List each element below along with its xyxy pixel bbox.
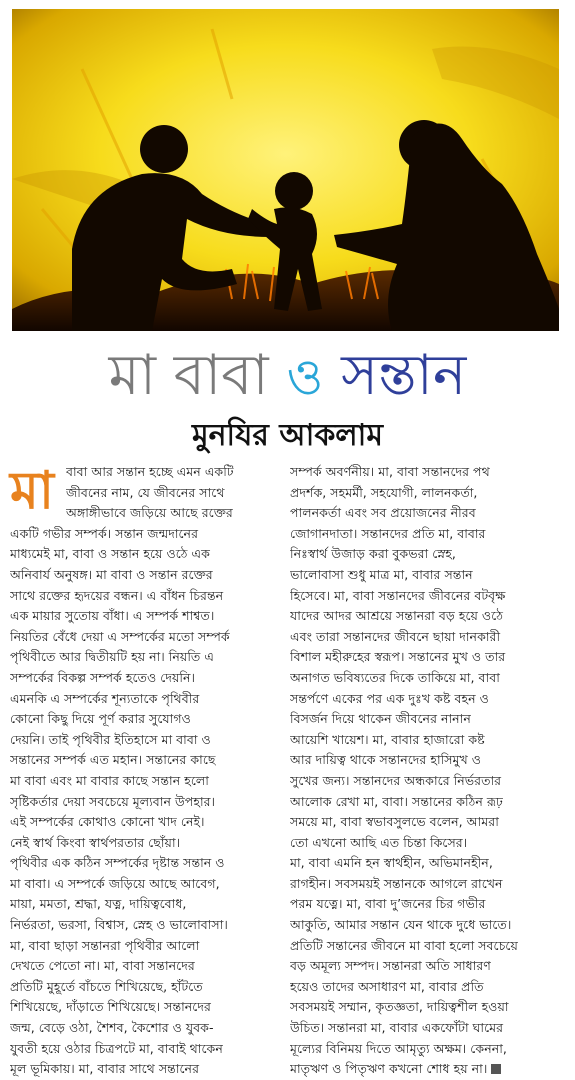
- text-line-content: মাতৃঋণ ও পিতৃঋণ কখনো শোধ হয় না।: [290, 1061, 488, 1077]
- text-line: বড় অমূল্য সম্পদ। সন্তানরা অতি সাধারণ: [290, 958, 491, 974]
- text-line: বাবা আর সন্তান হচ্ছে এমন একটি: [66, 464, 234, 479]
- text-line: মা, বাবা এমনি হন স্বার্থহীন, অভিমানহীন,: [290, 855, 493, 871]
- article-title: [0, 340, 575, 412]
- text-line: মা, বাবা ছাড়া সন্তানরা পৃথিবীর আলো: [10, 937, 200, 953]
- author-byline: মুনযির আকলাম: [191, 418, 384, 453]
- text-line: সম্পর্কের বিকল্প সম্পর্ক হতেও দেয়নি।: [10, 669, 196, 685]
- left-body: [10, 524, 280, 1080]
- text-line: অঙ্গাঙ্গীভাবে জড়িয়ে আছে রক্তের: [66, 505, 233, 521]
- title-part-ma-baba: মা বাবা: [108, 343, 269, 408]
- title-part-o: ও: [286, 348, 324, 406]
- text-line: মূল্যের বিনিময় দিতে আমৃত্যু অক্ষম। কেননা,: [290, 1040, 507, 1056]
- text-line: আয়েশি খায়েশ। মা, বাবার হাজারো কষ্ট: [290, 731, 485, 747]
- text-line: নেই স্বার্থ কিংবা স্বার্থপরতার ছোঁয়া।: [10, 834, 181, 850]
- text-line: উচিত। সন্তানরা মা, বাবার একফোঁটা ঘামের: [290, 1020, 504, 1036]
- text-line: নির্ভরতা, ভরসা, বিশ্বাস, স্নেহ ও ভালোবাসা।: [10, 917, 228, 933]
- text-line: আকুতি, আমার সন্তান যেন থাকে দুধে ভাতে।: [290, 917, 512, 933]
- text-line: আলোক রেখা মা, বাবা। সন্তানের কঠিন রূঢ়: [290, 793, 503, 809]
- lead-lines: [66, 462, 280, 524]
- text-line: হিসেবে। মা, বাবা সন্তানদের জীবনের বটবৃক্ষ: [290, 587, 506, 603]
- text-line: সন্তানের সম্পর্ক এত মহান। সন্তানের কাছে: [10, 752, 216, 768]
- text-line: পৃথিবীতে আর দ্বিতীয়টি হয় না। নিয়তি এ: [10, 649, 214, 665]
- text-line: মাধ্যমেই মা, বাবা ও সন্তান হয়ে ওঠে এক: [10, 546, 210, 562]
- text-line: নিয়তির বেঁধে দেয়া এ সম্পর্কের মতো সম্পর্ক: [10, 628, 230, 644]
- text-line: প্রদর্শক, সহমর্মী, সহযোগী, লালনকর্তা,: [290, 484, 478, 500]
- text-line: মা বাবা এবং মা বাবার কাছে সন্তান হলো: [10, 772, 209, 788]
- text-line: রাগহীন। সবসময়ই সন্তানকে আগলে রাখেন: [290, 875, 503, 891]
- title-part-santan: সন্তান: [341, 343, 467, 408]
- text-line: পরম যত্নে। মা, বাবা দু’জনের চির গভীর: [290, 896, 486, 912]
- text-line: শিখিয়েছে, দাঁড়াতে শিখিয়েছে। সন্তানদের: [10, 999, 211, 1015]
- text-line: সময়ে মা, বাবা স্বভাবসুলভে বলেন, আমরা: [290, 814, 499, 830]
- text-line: বিসর্জন দিয়ে থাকেন জীবনের নানান: [290, 711, 471, 727]
- text-line: যুবতী হয়ে ওঠার চিত্রপটে মা, বাবাই থাকেন: [10, 1040, 223, 1056]
- text-line: একটি গভীর সম্পর্ক। সন্তান জন্মদানের: [10, 525, 199, 541]
- text-line: অনিবার্য অনুষঙ্গ। মা বাবা ও সন্তান রক্তের: [10, 566, 213, 582]
- text-line: এবং তারা সন্তানদের জীবনে ছায়া দানকারী: [290, 628, 501, 644]
- text-line: মূল ভূমিকায়। মা, বাবার সাথে সন্তানের: [10, 1061, 199, 1077]
- text-line: প্রতিটি মুহূর্তে বাঁচতে শিখিয়েছে, হাঁটতে: [10, 978, 203, 994]
- text-line: কোনো কিছু দিয়ে পূর্ণ করার সুযোগও: [10, 711, 191, 727]
- text-line: হয়েও তাদের অসাধারণ মা, বাবার প্রতি: [290, 978, 484, 994]
- text-line: এক মায়ার সুতোয় বাঁধা। এ সম্পর্ক শাশ্বত।: [10, 608, 215, 624]
- text-line: সাথে রক্তের হৃদয়ের বন্ধন। এ বাঁধন চিরন্তন: [10, 587, 224, 603]
- text-line: সৃষ্টিকর্তার দেয়া সবচেয়ে মূল্যবান উপহার।: [10, 793, 216, 809]
- text-line: তো এখনো আছি এত চিন্তা কিসের।: [290, 834, 468, 850]
- text-line: সুখের জন্য। সন্তানদের অন্ধকারে নির্ভরতার: [290, 772, 502, 788]
- text-line: বিশাল মহীরুহের স্বরূপ। সন্তানের মুখ ও তার: [290, 649, 506, 665]
- last-text-line: [290, 1059, 562, 1080]
- text-line: সবসময়ই সম্মান, কৃতজ্ঞতা, দায়িত্বশীল হওয়া: [290, 999, 509, 1015]
- dropcap: মা: [10, 460, 54, 521]
- silhouette-family-illustration: [12, 9, 559, 331]
- text-line: নিঃস্বার্থ উজাড় করা বুকভরা স্নেহ,: [290, 546, 456, 562]
- text-line: আর দায়িত্ব থাকে সন্তানদের হাসিমুখ ও: [290, 752, 482, 768]
- text-line: দেখতে পেতো না। মা, বাবা সন্তানদের: [10, 958, 195, 974]
- text-line: দেয়নি। তাই পৃথিবীর ইতিহাসে মা বাবা ও: [10, 731, 211, 747]
- text-line: পালনকর্তা এবং সব প্রয়োজনের নীরব: [290, 505, 476, 521]
- text-line: এমনকি এ সম্পর্কের শূন্যতাকে পৃথিবীর: [10, 690, 200, 706]
- text-line: জোগানদাতা। সন্তানদের প্রতি মা, বাবার: [290, 525, 486, 541]
- text-line: মা বাবা। এ সম্পর্কে জড়িয়ে আছে আবেগ,: [10, 875, 220, 891]
- text-line: অনাগত ভবিষ্যতের দিকে তাকিয়ে মা, বাবা: [290, 669, 500, 685]
- hero-photo: [12, 9, 559, 331]
- text-line: যাদের আদর আশ্রয়ে সন্তানরা বড় হয়ে ওঠে: [290, 608, 503, 624]
- text-line: সন্তর্পণে একের পর এক দুঃখ কষ্ট বহন ও: [290, 690, 489, 706]
- article-column-right: [290, 462, 562, 1080]
- text-line: জীবনের নাম, যে জীবনের সাথে: [66, 484, 225, 500]
- text-line: এই সম্পর্কের কোথাও কোনো খাদ নেই।: [10, 814, 205, 830]
- text-line: জন্ম, বেড়ে ওঠা, শৈশব, কৈশোর ও যুবক-: [10, 1020, 214, 1036]
- text-line: মায়া, মমতা, শ্রদ্ধা, যত্ন, দায়িত্ববোধ,: [10, 896, 187, 912]
- text-line: পৃথিবীর এক কঠিন সম্পর্কের দৃষ্টান্ত সন্তান ও: [10, 855, 225, 871]
- text-line: ভালোবাসা শুধু মাত্র মা, বাবার সন্তান: [290, 566, 473, 582]
- text-line: প্রতিটি সন্তানের জীবনে মা বাবা হলো সবচেয়ে: [290, 937, 518, 953]
- text-line: সম্পর্ক অবর্ণনীয়। মা, বাবা সন্তানদের পথ: [290, 464, 490, 479]
